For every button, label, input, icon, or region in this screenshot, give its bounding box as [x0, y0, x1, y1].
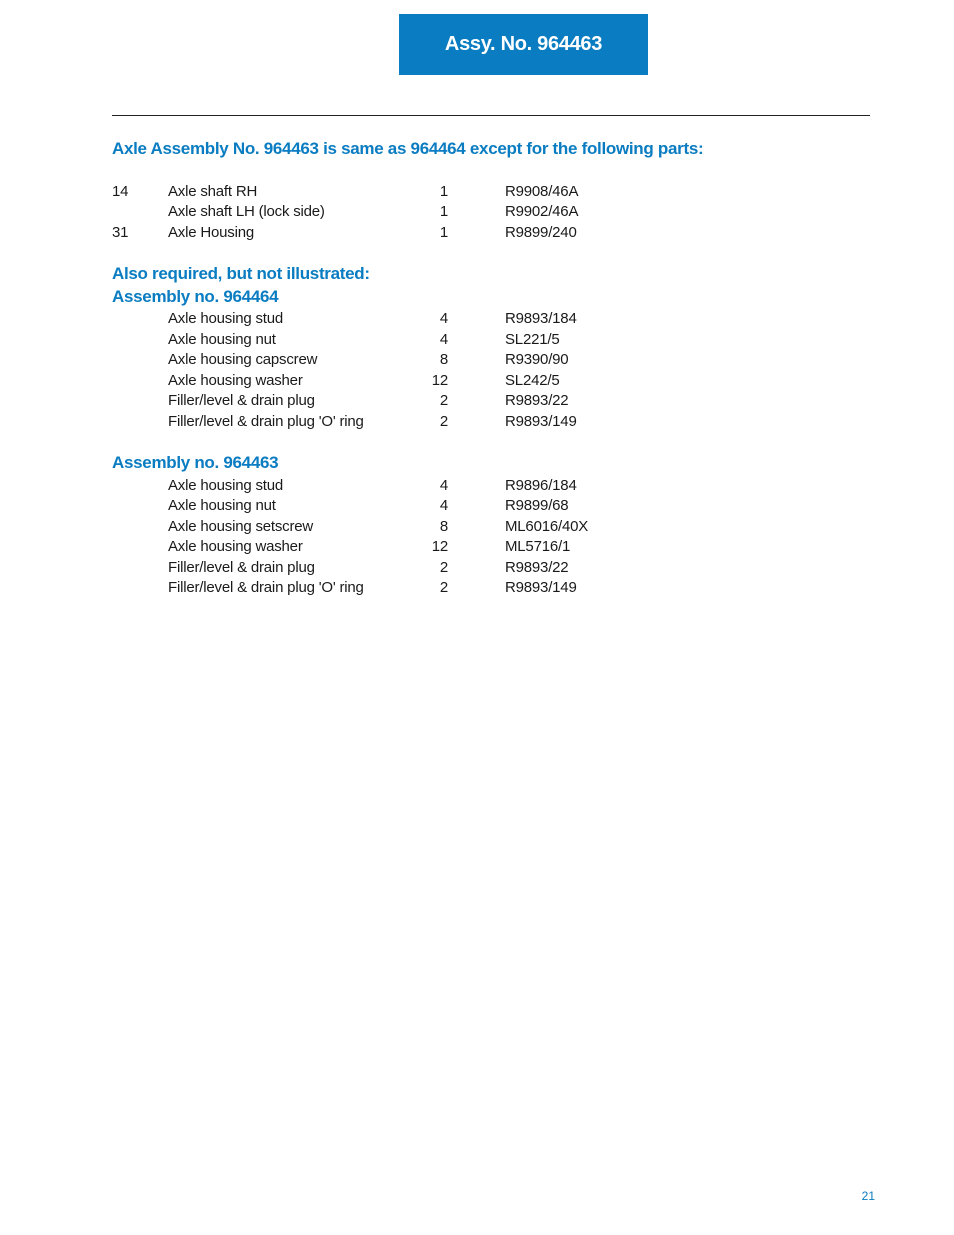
- table-row: [0, 392, 954, 412]
- part-number: R9899/240: [505, 224, 577, 241]
- table-row: [0, 203, 954, 223]
- table-row: [0, 351, 954, 371]
- part-description: Filler/level & drain plug 'O' ring: [168, 579, 364, 596]
- table-row: [0, 497, 954, 517]
- table-row: [0, 372, 954, 392]
- table-row: [0, 538, 954, 558]
- part-quantity: 2: [439, 413, 448, 430]
- part-number: R9899/68: [505, 497, 569, 514]
- part-quantity: 2: [439, 559, 448, 576]
- part-quantity: 2: [439, 392, 448, 409]
- part-description: Axle housing nut: [168, 497, 276, 514]
- part-description: Filler/level & drain plug: [168, 392, 315, 409]
- part-quantity: 4: [439, 331, 448, 348]
- part-number: R9908/46A: [505, 183, 579, 200]
- table-row: [0, 331, 954, 351]
- header-divider: [112, 115, 870, 116]
- part-description: Axle Housing: [168, 224, 254, 241]
- part-description: Filler/level & drain plug 'O' ring: [168, 413, 364, 430]
- section-heading-964464: Assembly no. 964464: [112, 287, 279, 306]
- table-row: [0, 518, 954, 538]
- table-row: [0, 579, 954, 599]
- part-number: SL221/5: [505, 331, 560, 348]
- intro-heading: Axle Assembly No. 964463 is same as 964464 except for the following parts:: [112, 139, 704, 158]
- table-row: [0, 477, 954, 497]
- part-quantity: 1: [439, 203, 448, 220]
- part-quantity: 8: [439, 351, 448, 368]
- part-number: R9893/22: [505, 559, 569, 576]
- part-number: R9902/46A: [505, 203, 579, 220]
- part-quantity: 1: [439, 224, 448, 241]
- item-number: 14: [112, 183, 129, 200]
- table-row: [0, 183, 954, 203]
- part-description: Axle housing setscrew: [168, 518, 314, 535]
- part-quantity: 12: [431, 372, 448, 389]
- part-quantity: 2: [439, 579, 448, 596]
- part-number: R9893/184: [505, 310, 577, 327]
- part-description: Axle shaft RH: [168, 183, 258, 200]
- assembly-title-box: [399, 14, 648, 75]
- table-row: [0, 413, 954, 433]
- part-quantity: 4: [439, 497, 448, 514]
- part-description: Axle housing capscrew: [168, 351, 318, 368]
- part-quantity: 1: [439, 183, 448, 200]
- part-number: ML5716/1: [505, 538, 571, 555]
- part-description: Axle housing washer: [168, 538, 303, 555]
- also-required-heading: Also required, but not illustrated:: [112, 264, 370, 283]
- page-number: 21: [861, 1189, 875, 1203]
- part-description: Axle housing stud: [168, 310, 284, 327]
- part-quantity: 12: [431, 538, 448, 555]
- part-number: R9893/149: [505, 579, 577, 596]
- part-number: ML6016/40X: [505, 518, 589, 535]
- part-quantity: 8: [439, 518, 448, 535]
- table-row: [0, 310, 954, 330]
- part-number: R9893/22: [505, 392, 569, 409]
- section-heading-964463: Assembly no. 964463: [112, 453, 279, 472]
- part-description: Axle housing washer: [168, 372, 303, 389]
- part-number: R9893/149: [505, 413, 577, 430]
- part-description: Axle shaft LH (lock side): [168, 203, 325, 220]
- part-description: Filler/level & drain plug: [168, 559, 315, 576]
- part-number: R9896/184: [505, 477, 577, 494]
- part-quantity: 4: [439, 477, 448, 494]
- table-row: [0, 559, 954, 579]
- part-quantity: 4: [439, 310, 448, 327]
- part-description: Axle housing nut: [168, 331, 276, 348]
- part-description: Axle housing stud: [168, 477, 284, 494]
- part-number: R9390/90: [505, 351, 569, 368]
- item-number: 31: [112, 224, 129, 241]
- table-row: [0, 224, 954, 244]
- assembly-title: Assy. No. 964463: [444, 33, 603, 55]
- part-number: SL242/5: [505, 372, 560, 389]
